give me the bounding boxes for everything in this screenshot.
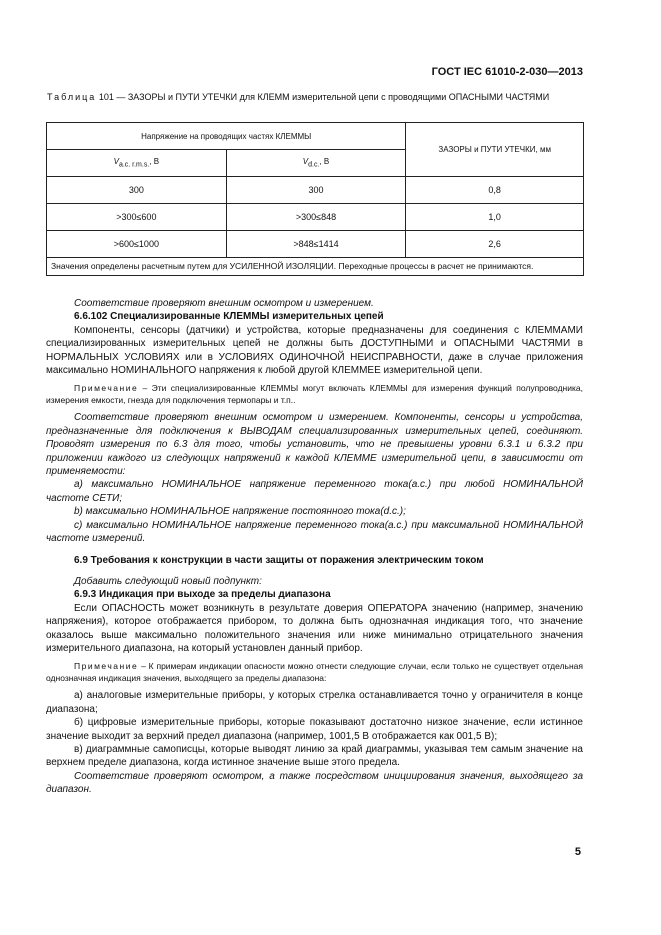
table-row (47, 231, 584, 258)
compliance-check-1: Соответствие проверяют внешним осмотром и измерением. (74, 298, 374, 309)
header-ac (47, 150, 227, 177)
header-ac-unit: , В (149, 157, 160, 167)
list-item-v-a: а) аналоговые измерительные приборы, у которых стрелка останавливается точно у ограничителя в конце диапазона; (46, 690, 583, 715)
cell-dc: 300 (226, 177, 406, 204)
header-clearance: ЗАЗОРЫ и ПУТИ УТЕЧКИ, мм (406, 123, 584, 177)
heading-6-6-102: 6.6.102 Специализированные КЛЕММЫ измерительных цепей (74, 311, 384, 323)
table-caption (47, 92, 583, 103)
list-item-v-b: б) цифровые измерительные приборы, которые показывают достаточно низкое значение, если истинное значение выходит за верхний предел диапазона (например, 1001,5 В отображается как 001,5 В); (46, 717, 583, 742)
note-1 (46, 382, 583, 406)
header-dc-subscript: d.c. (308, 161, 320, 169)
page-number: 5 (574, 846, 581, 858)
header-ac-subscript: a.c. r.m.s. (118, 161, 150, 169)
header-dc (226, 150, 406, 177)
cell-dc: >848≤1414 (226, 231, 406, 258)
paragraph-terminals: Компоненты, сенсоры (датчики) и устройства, которые предназначены для соединения с КЛЕММАМИ специализированных измерительных цепей не должны быть ДОСТУПНЫМИ и ОПАСНЫМИ ЧАСТЯМИ в НОРМАЛЬНЫХ УСЛОВИЯХ или в УСЛОВИЯХ ОДИНОЧНОЙ НЕИСПРАВНОСТИ, даже в случае приложения максимально НОМИНАЛЬНОГО напряжения к любой другой КЛЕММЕЕ измерительной цепи. (46, 324, 583, 377)
header-dc-unit: , В (319, 157, 330, 167)
cell-mm: 2,6 (406, 231, 584, 258)
note-2-label: Примечание (74, 661, 139, 672)
cell-ac: 300 (47, 177, 227, 204)
body-text (46, 297, 583, 797)
heading-6-9: 6.9 Требования к конструкции в части защиты от поражения электрическим током (74, 554, 484, 566)
spacer (46, 546, 583, 554)
cell-ac: >600≤1000 (47, 231, 227, 258)
table-row (47, 177, 584, 204)
table-footnote: Значения определены расчетным путем для УСИЛЕННОЙ ИЗОЛЯЦИИ. Переходные процессы в расчет не принимаются. (47, 258, 584, 276)
cell-mm: 1,0 (406, 204, 584, 231)
list-item-a: а) максимально НОМИНАЛЬНОЕ напряжение переменного тока(a.c.) при любой НОМИНАЛЬНОЙ частоте СЕТИ; (46, 479, 583, 504)
compliance-check-3: Соответствие проверяют осмотром, а также посредством инициирования значения, выходящего за диапазон. (46, 770, 583, 796)
header-ac-symbol: V (113, 157, 119, 167)
cell-ac: >300≤600 (47, 204, 227, 231)
table-caption-text: 101 — ЗАЗОРЫ и ПУТИ УТЕЧКИ для КЛЕММ измерительной цепи с проводящими ОПАСНЫМИ ЧАСТЯМИ (98, 92, 550, 102)
table-header-row (47, 123, 584, 150)
list-item-b: b) максимально НОМИНАЛЬНОЕ напряжение постоянного тока(d.c.); (74, 506, 406, 518)
list-item-c: c) максимально НОМИНАЛЬНОЕ напряжение переменного тока(a.c.) при максимальной НОМИНАЛЬНОЙ частоте измерений. (46, 519, 583, 545)
note-2-text: – К примерам индикации опасности можно отнести следующие случаи, если только не существует отдельная однозначная индикация значения, выходящего за пределы диапазона: (46, 661, 583, 684)
list-item-v-c: в) диаграммные самописцы, которые выводят линию за край диаграммы, указывая тем самым значение на верхнем пределе диапазона, когда истинное значение выше этого предела. (46, 743, 583, 769)
standard-code: ГОСТ IEC 61010-2-030—2013 (431, 66, 583, 78)
note-2 (46, 660, 583, 684)
note-1-label: Примечание (74, 383, 139, 394)
paragraph-indication: Если ОПАСНОСТЬ может возникнуть в результате доверия ОПЕРАТОРА значению (например, значению напряжения), которое отображается прибором, то должна быть однозначная индикация того, что значение оказалось выше максимально положительного значения или ниже минимально отрицательного значения измерительного диапазона, на который установлен данный прибор. (46, 602, 583, 654)
add-subclause-instruction: Добавить следующий новый подпункт: (74, 575, 262, 587)
cell-dc: >300≤848 (226, 204, 406, 231)
header-voltage-group: Напряжение на проводящих частях КЛЕММЫ (47, 123, 406, 150)
cell-mm: 0,8 (406, 177, 584, 204)
spacer (46, 567, 583, 575)
heading-6-9-3: 6.9.3 Индикация при выходе за пределы диапазона (74, 589, 331, 601)
table-caption-label: Таблица (47, 92, 97, 102)
table-row (47, 204, 584, 231)
header-dc-symbol: V (302, 157, 309, 167)
table-footnote-row (47, 258, 584, 276)
note-1-text: – Эти специализированные КЛЕММЫ могут включать КЛЕММЫ для измерения функций полупроводника, измерения емкости, гнезда для подключения термопары и т.п.. (46, 383, 583, 406)
clearance-table (46, 122, 584, 276)
compliance-check-2: Соответствие проверяют внешним осмотром и измерением. Компоненты, сенсоры и устройства, предназначенные для подключения к ВЫВОДАМ специализированных измерительных цепей, соединяют. Проводят измерения по 6.3 для того, чтобы установить, что не превышены уровни 6.3.1 и 6.3.2 при приложении каждого из следующих напряжений к каждой КЛЕММЕ измерительной цепи, в зависимости от применяемости: (46, 412, 583, 478)
